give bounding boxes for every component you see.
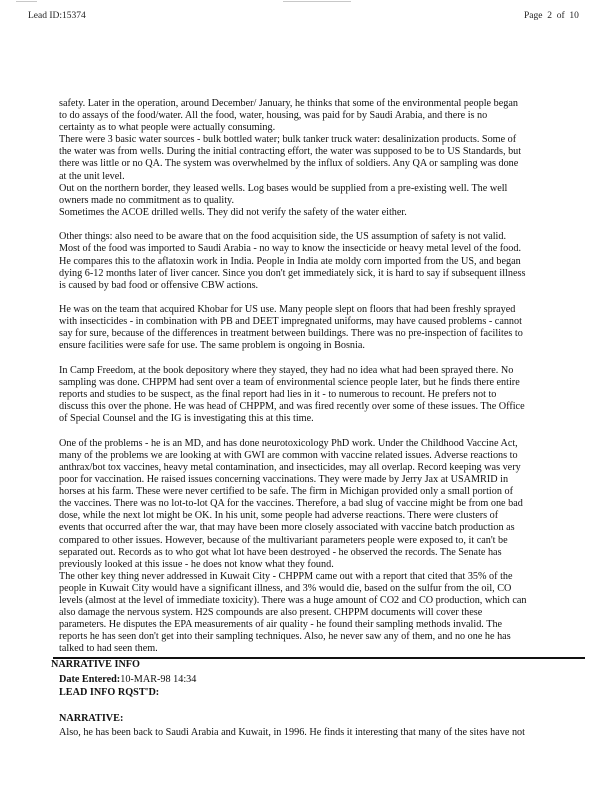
text-line: separated out. Records as to who got what lot have been destroyed - he observed the records. The Senate has: [59, 546, 502, 558]
text-line: horses at his farm. These were never certified to be safe. The firm in Michigan provided only a small portion of: [59, 486, 513, 498]
text-line: poor for vaccination. He raised issues concerning vaccinations. They were made by Jerry Jax at USAMRID in: [59, 474, 509, 486]
paragraph-gap: [59, 425, 526, 437]
text-line: the water was from wells. During the initial contracting effort, the water was supposed to be to US Standards, but: [59, 146, 522, 158]
text-line: The other key thing never addressed in Kuwait City - CHPPM came out with a report that cited that 35% of the: [59, 570, 513, 582]
document-body: [59, 98, 526, 656]
date-entered-row: [59, 674, 196, 685]
text-line: of Special Counsel and the IG is investigating this at this time.: [59, 413, 314, 425]
text-line: people in Kuwait City would have a significant illness, and 3% would die, based on the sulfur from the oil, CO: [59, 582, 512, 594]
text-line: safety. Later in the operation, around December/ January, he thinks that some of the environmental people began: [59, 98, 518, 109]
text-line: certainty as to what people were actually consuming.: [59, 122, 276, 134]
paragraph-gap: [59, 353, 526, 365]
text-line: anthrax/bot tox vaccines, heavy metal contamination, and insecticides, may all overlap. Record keeping was very: [59, 462, 521, 473]
text-line: Other things: also need to be aware that on the food acquisition side, the US assumption of safety is not valid.: [59, 231, 507, 243]
paragraph-gap: [59, 292, 526, 304]
text-line: reports and studies to be suspect, as the final report had lies in it - to numerous to recount. He prefers not to: [59, 389, 497, 401]
text-line: with insecticides - in combination with PB and DEET impregnated uniforms, may have caused problems - cannot: [59, 316, 522, 328]
text-line: there was little or no QA. The system was overwhelmed by the influx of soldiers. Any QA or sampling was done: [59, 158, 519, 170]
text-line: There were 3 basic water sources - bulk bottled water; bulk tanker truck water: desalinization products. Some of: [59, 134, 517, 146]
text-line: sampling was done. CHPPM had sent over a team of environmental science people later, but he finds there entire: [59, 377, 520, 389]
text-line: discuss this over the phone. He was head of CHPPM, and was fired recently over some of these issues. The Office: [59, 401, 525, 413]
scan-mark-left: [16, 1, 37, 2]
text-line: levels (almost at the level of immediate toxicity). There was a huge amount of CO2 and CO production, which can: [59, 595, 527, 607]
text-line: Out on the northern border, they leased wells. Log bases would be supplied from a pre-existing well. The well: [59, 182, 508, 194]
date-entered-label: Date Entered:: [59, 674, 121, 685]
text-line: owners made no commitment as to quality.: [59, 194, 235, 206]
lead-id: Lead ID:15374: [28, 11, 86, 21]
text-line: ensure facilities were safe for use. The same problem is ongoing in Bosnia.: [59, 340, 365, 352]
text-line: One of the problems - he is an MD, and has done neurotoxicology PhD work. Under the Childhood Vaccine Act,: [59, 437, 518, 449]
text-line: events that occurred after the war, that may have been more closely associated with vaccine batch production as: [59, 522, 515, 534]
text-line: dose, while the next lot might be OK. In his unit, some people had adverse reactions. There were clusters of: [59, 510, 499, 522]
page-number: Page 2 of 10: [524, 11, 579, 21]
paragraph-gap: [59, 219, 526, 231]
text-line: parameters. He disputes the EPA measurements of air quality - he found their sampling methods invalid. The: [59, 619, 503, 631]
text-line: dying 6-12 months later of liver cancer. Since you don't get immediately sick, it is hard to say if subsequent illness: [59, 267, 526, 279]
text-line: In Camp Freedom, at the book depository where they stayed, they had no idea what had been sprayed there. No: [59, 364, 514, 376]
text-line: Most of the food was imported to Saudi Arabia - no way to know the insecticide or heavy metal level of the food.: [59, 243, 522, 255]
text-line: talked to had seen them.: [59, 643, 158, 655]
date-entered-value: 10-MAR-98 14:34: [120, 674, 197, 685]
text-line: the vaccines. There was no lot-to-lot QA for the vaccines. Therefore, a bad slug of vaccine might be from one bad: [59, 498, 523, 510]
narrative-info-heading: NARRATIVE INFO: [51, 659, 140, 670]
text-line: previously looked at this issue - he does not know what they found.: [59, 558, 334, 570]
text-line: He was on the team that acquired Khobar for US use. Many people slept on floors that had been freshly sprayed: [59, 304, 516, 316]
scan-mark-center: [283, 1, 351, 2]
text-line: compared to other issues. However, because of the multivariant parameters people were exposed to, it can't be: [59, 534, 508, 546]
text-line: also damage the nervous system. H2S compounds are also present. CHPPM documents will cover these: [59, 607, 483, 619]
text-line: He compares this to the aflatoxin work in India. People in India ate moldy corn imported from the US, and began: [59, 255, 521, 267]
text-line: is caused by bad food or offensive CBW actions.: [59, 279, 259, 291]
text-line: say for sure, because of the differences in treatment between buildings. There was no pre-inspection of facilites to: [59, 328, 523, 340]
narrative-label: NARRATIVE:: [59, 713, 124, 724]
text-line: reports he has seen don't get into their sampling techniques. Also, he never saw any of them, and no one he has: [59, 631, 511, 643]
text-line: to do assays of the food/water. All the food, water, housing, was paid for by Saudi Arabia, and there is no: [59, 110, 488, 122]
narrative-text: Also, he has been back to Saudi Arabia and Kuwait, in 1996. He finds it interesting that many of the sites have not: [59, 727, 525, 738]
lead-info-requested-label: LEAD INFO RQST'D:: [59, 687, 160, 698]
text-line: Sometimes the ACOE drilled wells. They did not verify the safety of the water either.: [59, 206, 407, 218]
text-line: many of the problems we are looking at with GWI are common with vaccine related issues. Adverse reactions to: [59, 449, 518, 461]
text-line: at the unit level.: [59, 170, 125, 182]
